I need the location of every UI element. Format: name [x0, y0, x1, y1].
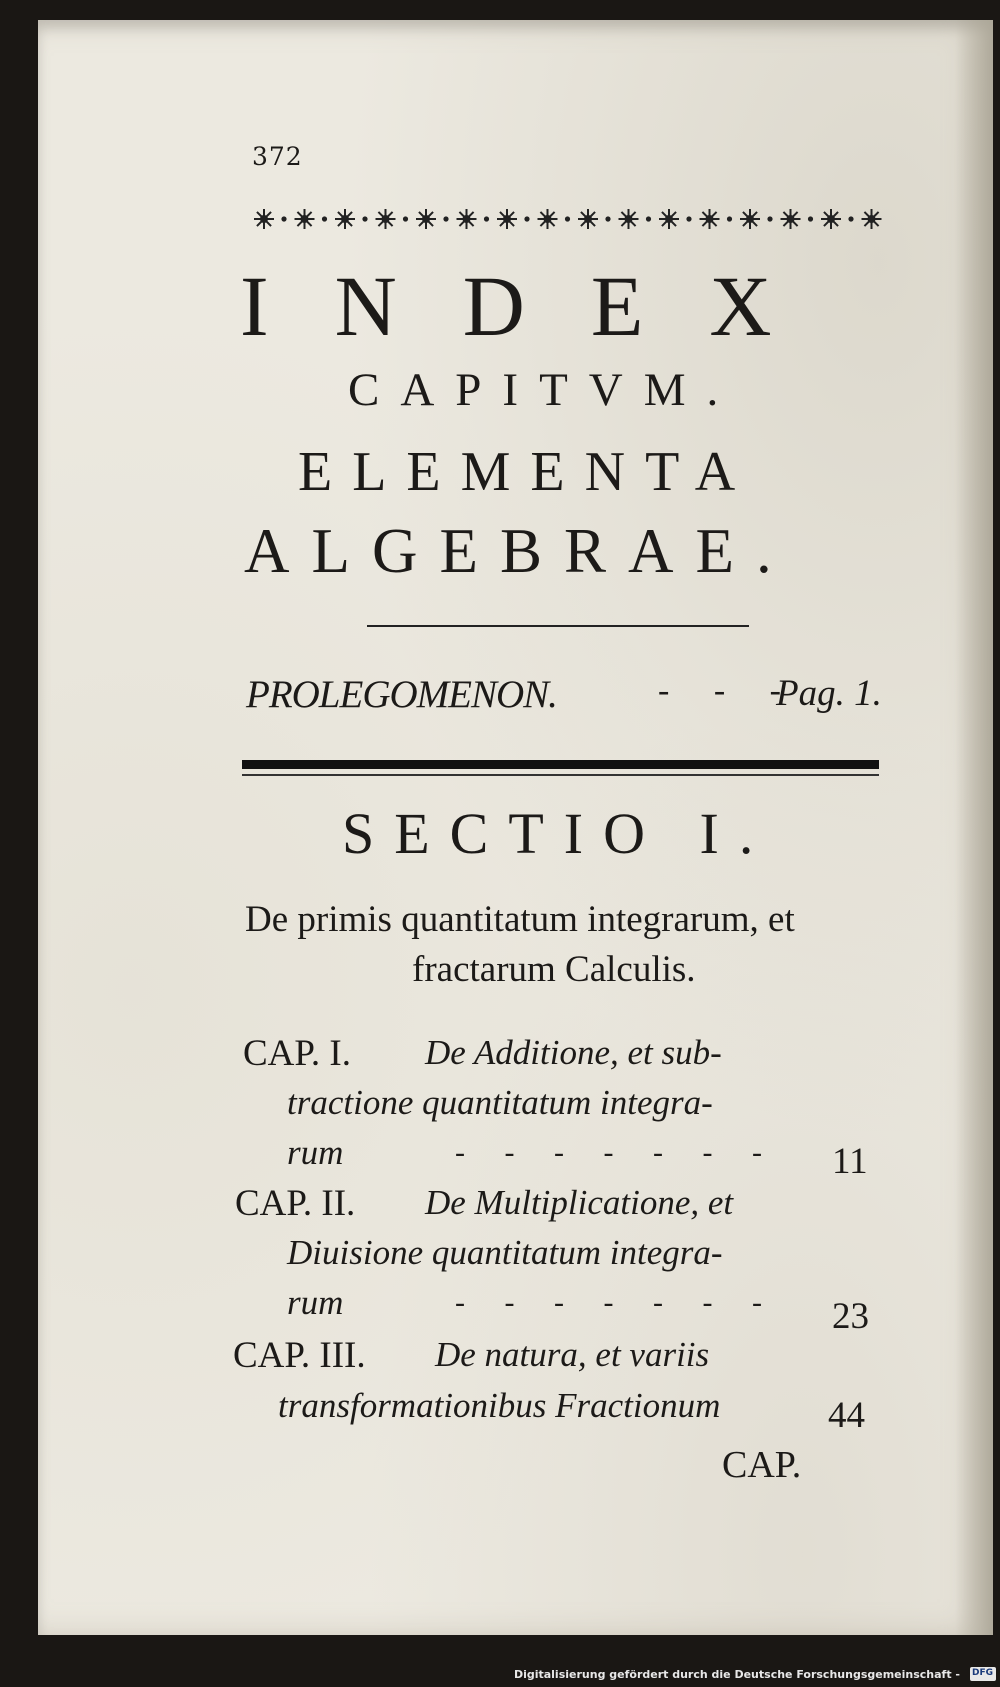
title-index: INDEX: [240, 258, 838, 354]
title-algebrae: ALGEBRAE.: [244, 516, 794, 586]
divider-short: [367, 625, 749, 627]
chapter-3-label: CAP. III.: [233, 1335, 366, 1376]
chapter-3-page: 44: [828, 1395, 865, 1436]
chapter-3-line1: De natura, et variis: [435, 1335, 710, 1374]
section-subtitle-line1: De primis quantitatum integrarum, et: [245, 899, 795, 940]
chapter-1-label: CAP. I.: [243, 1033, 351, 1074]
chapter-1-line3: rum: [287, 1133, 344, 1172]
chapter-2-dashes: - - - - - - -: [455, 1286, 778, 1319]
dfg-logo: [970, 1667, 996, 1681]
title-capitum: CAPITVM.: [348, 364, 740, 416]
ornament-star: [457, 209, 489, 229]
chapter-2-line3: rum: [287, 1283, 344, 1322]
ornament-star: [578, 209, 610, 229]
chapter-2-label: CAP. II.: [235, 1183, 356, 1224]
chapter-1-line1: De Additione, et sub-: [425, 1033, 722, 1072]
dfg-logo-text: DFG: [972, 1668, 994, 1678]
ornament-star: [335, 209, 367, 229]
ornament-star: [659, 209, 691, 229]
chapter-1-page: 11: [832, 1141, 868, 1182]
prolegomenon-page: Pag. 1.: [776, 673, 882, 714]
ornament-star: [700, 209, 732, 229]
ornament-star: [376, 209, 408, 229]
title-elementa: ELEMENTA: [298, 441, 756, 503]
ornament-star: [821, 209, 853, 229]
ornament-star: [254, 209, 286, 229]
catchword: CAP.: [722, 1444, 802, 1486]
ornament-star: [619, 209, 651, 229]
footer-credit: Digitalisierung gefördert durch die Deutsche Forschungsgemeinschaft -: [513, 1668, 960, 1681]
ornament-star: [740, 209, 772, 229]
ornament-star: [781, 209, 813, 229]
page-number: 372: [252, 142, 303, 171]
section-heading: SECTIO I.: [342, 801, 774, 866]
chapter-3-line2: transformationibus Fractionum: [278, 1386, 721, 1425]
ornament-star: [538, 209, 570, 229]
divider-thick: [242, 760, 879, 769]
ornament-star: [862, 209, 882, 229]
prolegomenon-label: PROLEGOMENON.: [246, 673, 557, 716]
chapter-2-line2: Diuisione quantitatum integra-: [287, 1233, 723, 1272]
section-subtitle-line2: fractarum Calculis.: [412, 949, 696, 990]
divider-thin: [242, 774, 879, 776]
page-gutter-shadow: [955, 20, 993, 1635]
ornament-border: [250, 204, 890, 234]
chapter-2-line1: De Multiplicatione, et: [425, 1183, 734, 1222]
prolegomenon-dots: - - -: [658, 672, 799, 709]
ornament-star: [416, 209, 448, 229]
chapter-1-dashes: - - - - - - -: [455, 1136, 778, 1169]
chapter-2-page: 23: [832, 1296, 869, 1337]
chapter-1-line2: tractione quantitatum integra-: [287, 1083, 713, 1122]
ornament-star: [497, 209, 529, 229]
ornament-star: [295, 209, 327, 229]
